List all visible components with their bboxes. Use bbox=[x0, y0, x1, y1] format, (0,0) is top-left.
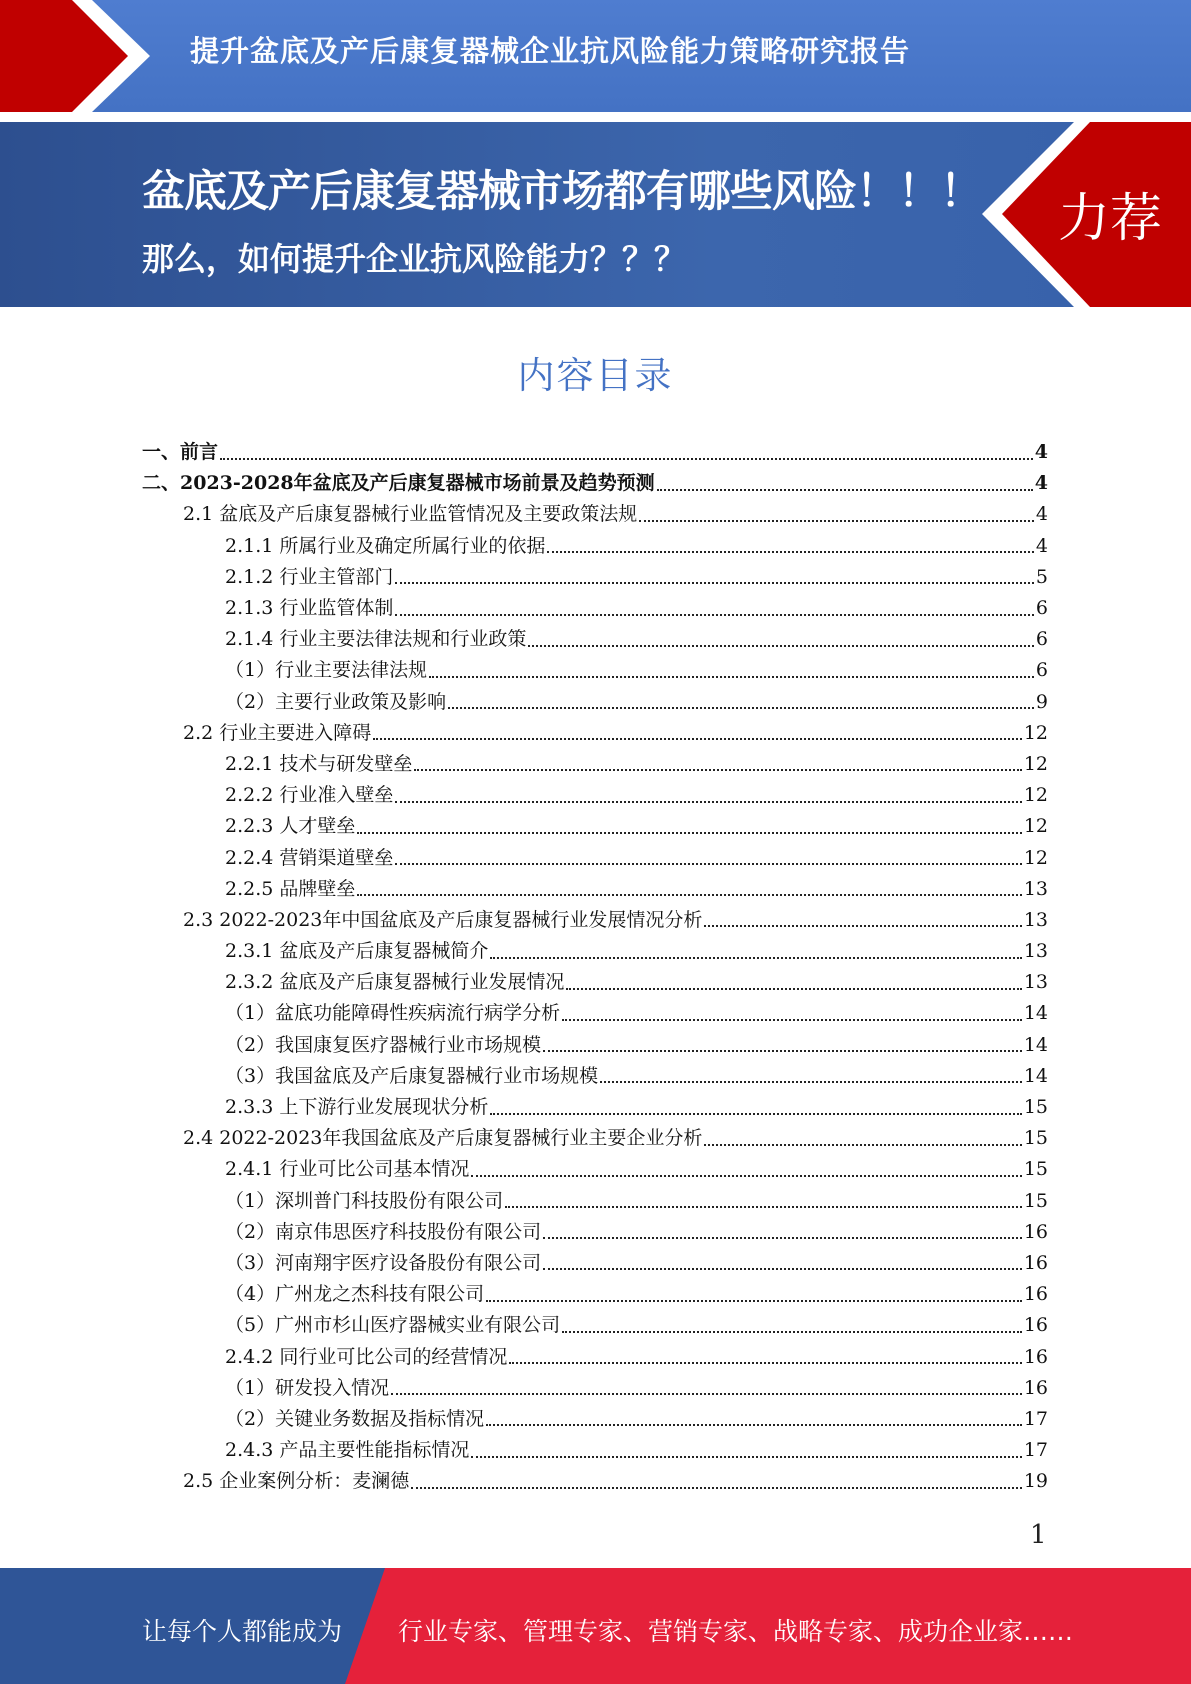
toc-dot-leader bbox=[543, 1050, 1022, 1052]
toc-entry[interactable] bbox=[142, 811, 1048, 842]
toc-entry-title: 2.2 行业主要进入障碍 bbox=[183, 721, 372, 744]
toc-dot-leader bbox=[704, 1144, 1021, 1146]
toc-dot-leader bbox=[395, 801, 1021, 803]
toc-entry-page: 14 bbox=[1023, 1033, 1048, 1056]
toc-entry-page: 16 bbox=[1023, 1251, 1048, 1274]
toc-entry-page: 4 bbox=[1035, 534, 1048, 557]
toc-entry[interactable] bbox=[142, 905, 1048, 936]
toc-dot-leader bbox=[543, 1268, 1022, 1270]
toc-entry-title: （2）关键业务数据及指标情况 bbox=[225, 1407, 485, 1430]
footer-slogan-left: 让每个人都能成为 bbox=[142, 1617, 343, 1646]
toc-dot-leader bbox=[490, 957, 1021, 959]
toc-entry[interactable] bbox=[142, 437, 1048, 468]
toc-dot-leader bbox=[373, 738, 1022, 740]
toc-entry-title: （2）我国康复医疗器械行业市场规模 bbox=[225, 1033, 542, 1056]
toc-entry-page: 12 bbox=[1023, 721, 1048, 744]
toc-entry[interactable] bbox=[142, 1186, 1048, 1217]
toc-entry[interactable] bbox=[142, 562, 1048, 593]
toc-entry-page: 6 bbox=[1035, 659, 1048, 682]
toc-dot-leader bbox=[471, 1456, 1021, 1458]
toc-dot-leader bbox=[411, 1487, 1022, 1489]
toc-entry-page: 13 bbox=[1023, 940, 1048, 963]
toc-entry[interactable] bbox=[142, 1466, 1048, 1497]
toc-entry-title: （3）我国盆底及产后康复器械行业市场规模 bbox=[225, 1064, 599, 1087]
toc-entry[interactable] bbox=[142, 1154, 1048, 1185]
toc-entry[interactable] bbox=[142, 1092, 1048, 1123]
header-red-arrow-shape bbox=[0, 0, 160, 112]
toc-entry-page: 15 bbox=[1023, 1127, 1048, 1150]
toc-entry-title: 2.4 2022-2023年我国盆底及产后康复器械行业主要企业分析 bbox=[183, 1127, 703, 1150]
toc-entry-title: （1）行业主要法律法规 bbox=[225, 659, 428, 682]
toc-entry-title: 2.1.3 行业监管体制 bbox=[225, 597, 394, 620]
toc-entry-page: 12 bbox=[1023, 846, 1048, 869]
toc-entry[interactable] bbox=[142, 749, 1048, 780]
table-of-contents bbox=[142, 437, 1048, 1497]
toc-dot-leader bbox=[448, 707, 1034, 709]
toc-entry-title: 2.3 2022-2023年中国盆底及产后康复器械行业发展情况分析 bbox=[183, 908, 703, 931]
page-number: 1 bbox=[1030, 1520, 1047, 1550]
toc-entry-title: （4）广州龙之杰科技有限公司 bbox=[225, 1283, 485, 1306]
toc-dot-leader bbox=[528, 645, 1034, 647]
toc-entry-page: 12 bbox=[1023, 784, 1048, 807]
toc-dot-leader bbox=[490, 1113, 1021, 1115]
toc-entry-page: 14 bbox=[1023, 1064, 1048, 1087]
toc-entry-title: 2.2.2 行业准入壁垒 bbox=[225, 784, 394, 807]
toc-dot-leader bbox=[543, 1237, 1022, 1239]
toc-entry-page: 17 bbox=[1023, 1439, 1048, 1462]
toc-dot-leader bbox=[600, 1081, 1022, 1083]
toc-entry[interactable] bbox=[142, 655, 1048, 686]
toc-dot-leader bbox=[657, 489, 1033, 491]
banner-subheadline: 那么，如何提升企业抗风险能力？？？ bbox=[142, 240, 687, 278]
toc-dot-leader bbox=[566, 988, 1021, 990]
toc-entry[interactable] bbox=[142, 1373, 1048, 1404]
toc-dot-leader bbox=[704, 925, 1021, 927]
toc-entry-page: 15 bbox=[1023, 1189, 1048, 1212]
report-title: 提升盆底及产后康复器械企业抗风险能力策略研究报告 bbox=[190, 34, 911, 68]
toc-entry-page: 4 bbox=[1035, 503, 1048, 526]
toc-entry-title: 2.1.2 行业主管部门 bbox=[225, 565, 394, 588]
toc-entry-title: 2.2.5 品牌壁垒 bbox=[225, 877, 356, 900]
toc-entry-title: 2.2.1 技术与研发壁垒 bbox=[225, 752, 413, 775]
toc-entry[interactable] bbox=[142, 687, 1048, 718]
toc-entry[interactable] bbox=[142, 1341, 1048, 1372]
toc-entry[interactable] bbox=[142, 1279, 1048, 1310]
toc-entry-title: （2）主要行业政策及影响 bbox=[225, 690, 447, 713]
toc-entry[interactable] bbox=[142, 967, 1048, 998]
toc-entry-title: 2.4.3 产品主要性能指标情况 bbox=[225, 1439, 470, 1462]
toc-entry-page: 16 bbox=[1023, 1345, 1048, 1368]
toc-entry-title: （3）河南翔宇医疗设备股份有限公司 bbox=[225, 1251, 542, 1274]
toc-dot-leader bbox=[395, 614, 1034, 616]
toc-dot-leader bbox=[357, 832, 1021, 834]
toc-entry[interactable] bbox=[142, 1435, 1048, 1466]
toc-entry-title: 2.3.3 上下游行业发展现状分析 bbox=[225, 1096, 489, 1119]
toc-dot-leader bbox=[562, 1331, 1022, 1333]
toc-entry-title: （1）深圳普门科技股份有限公司 bbox=[225, 1189, 504, 1212]
toc-entry-title: （1）研发投入情况 bbox=[225, 1376, 390, 1399]
toc-entry-title: 一、前言 bbox=[142, 441, 219, 464]
toc-entry-page: 15 bbox=[1023, 1158, 1048, 1181]
toc-entry-page: 13 bbox=[1023, 971, 1048, 994]
toc-entry-page: 16 bbox=[1023, 1376, 1048, 1399]
toc-entry[interactable] bbox=[142, 593, 1048, 624]
toc-entry-page: 16 bbox=[1023, 1220, 1048, 1243]
toc-dot-leader bbox=[639, 520, 1034, 522]
toc-entry-title: 2.1.4 行业主要法律法规和行业政策 bbox=[225, 628, 527, 651]
toc-entry-title: 2.3.1 盆底及产后康复器械简介 bbox=[225, 940, 489, 963]
toc-entry-title: （5）广州市杉山医疗器械实业有限公司 bbox=[225, 1314, 561, 1337]
report-header-band bbox=[0, 0, 1191, 112]
toc-entry-page: 13 bbox=[1023, 877, 1048, 900]
toc-entry-page: 9 bbox=[1035, 690, 1048, 713]
toc-entry-page: 17 bbox=[1023, 1407, 1048, 1430]
toc-entry-title: 二、2023-2028年盆底及产后康复器械市场前景及趋势预测 bbox=[142, 472, 655, 495]
toc-entry-page: 14 bbox=[1023, 1002, 1048, 1025]
toc-entry[interactable] bbox=[142, 936, 1048, 967]
toc-dot-leader bbox=[509, 1362, 1021, 1364]
toc-entry-title: 2.1 盆底及产后康复器械行业监管情况及主要政策法规 bbox=[183, 503, 638, 526]
toc-dot-leader bbox=[357, 894, 1021, 896]
toc-dot-leader bbox=[429, 676, 1034, 678]
banner-headline: 盆底及产后康复器械市场都有哪些风险！！！ bbox=[142, 167, 982, 217]
toc-entry[interactable] bbox=[142, 1061, 1048, 1092]
toc-entry[interactable] bbox=[142, 468, 1048, 499]
toc-entry[interactable] bbox=[142, 531, 1048, 562]
toc-entry-title: （2）南京伟思医疗科技股份有限公司 bbox=[225, 1220, 542, 1243]
toc-entry[interactable] bbox=[142, 499, 1048, 530]
toc-dot-leader bbox=[471, 1175, 1021, 1177]
toc-entry-title: 2.2.3 人才壁垒 bbox=[225, 815, 356, 838]
toc-dot-leader bbox=[486, 1300, 1022, 1302]
toc-dot-leader bbox=[391, 1393, 1022, 1395]
footer-slogan-right: 行业专家、管理专家、营销专家、战略专家、成功企业家…… bbox=[398, 1617, 1074, 1646]
toc-entry-title: 2.3.2 盆底及产后康复器械行业发展情况 bbox=[225, 971, 565, 994]
toc-dot-leader bbox=[395, 582, 1034, 584]
toc-dot-leader bbox=[220, 458, 1033, 460]
recommend-badge: 力荐 bbox=[1058, 189, 1163, 249]
toc-entry-title: 2.2.4 营销渠道壁垒 bbox=[225, 846, 394, 869]
promo-banner bbox=[0, 122, 1191, 307]
toc-entry[interactable] bbox=[142, 874, 1048, 905]
toc-entry-title: 2.4.2 同行业可比公司的经营情况 bbox=[225, 1345, 508, 1368]
toc-entry-title: 2.4.1 行业可比公司基本情况 bbox=[225, 1158, 470, 1181]
toc-entry-page: 16 bbox=[1023, 1283, 1048, 1306]
toc-entry-title: 2.5 企业案例分析：麦澜德 bbox=[183, 1470, 410, 1493]
toc-dot-leader bbox=[562, 1019, 1022, 1021]
toc-entry-page: 5 bbox=[1035, 565, 1048, 588]
toc-entry-page: 19 bbox=[1023, 1470, 1048, 1493]
toc-entry[interactable] bbox=[142, 1217, 1048, 1248]
toc-entry-page: 4 bbox=[1034, 441, 1048, 464]
toc-entry-title: 2.1.1 所属行业及确定所属行业的依据 bbox=[225, 534, 546, 557]
toc-entry[interactable] bbox=[142, 624, 1048, 655]
toc-entry-title: （1）盆底功能障碍性疾病流行病学分析 bbox=[225, 1002, 561, 1025]
toc-dot-leader bbox=[547, 551, 1034, 553]
toc-entry[interactable] bbox=[142, 780, 1048, 811]
toc-entry[interactable] bbox=[142, 1030, 1048, 1061]
toc-entry-page: 16 bbox=[1023, 1314, 1048, 1337]
toc-heading: 内容目录 bbox=[517, 354, 674, 397]
toc-entry-page: 15 bbox=[1023, 1096, 1048, 1119]
toc-dot-leader bbox=[414, 769, 1021, 771]
toc-entry[interactable] bbox=[142, 842, 1048, 873]
toc-entry[interactable] bbox=[142, 1248, 1048, 1279]
toc-entry-page: 6 bbox=[1035, 597, 1048, 620]
toc-entry-page: 6 bbox=[1035, 628, 1048, 651]
toc-entry[interactable] bbox=[142, 718, 1048, 749]
toc-entry-page: 13 bbox=[1023, 908, 1048, 931]
toc-entry-page: 4 bbox=[1034, 472, 1048, 495]
toc-entry[interactable] bbox=[142, 1310, 1048, 1341]
toc-entry[interactable] bbox=[142, 1404, 1048, 1435]
toc-dot-leader bbox=[486, 1424, 1022, 1426]
toc-dot-leader bbox=[505, 1206, 1022, 1208]
toc-entry-page: 12 bbox=[1023, 815, 1048, 838]
toc-entry[interactable] bbox=[142, 1123, 1048, 1154]
toc-entry-page: 12 bbox=[1023, 752, 1048, 775]
toc-entry[interactable] bbox=[142, 998, 1048, 1029]
toc-dot-leader bbox=[395, 863, 1021, 865]
